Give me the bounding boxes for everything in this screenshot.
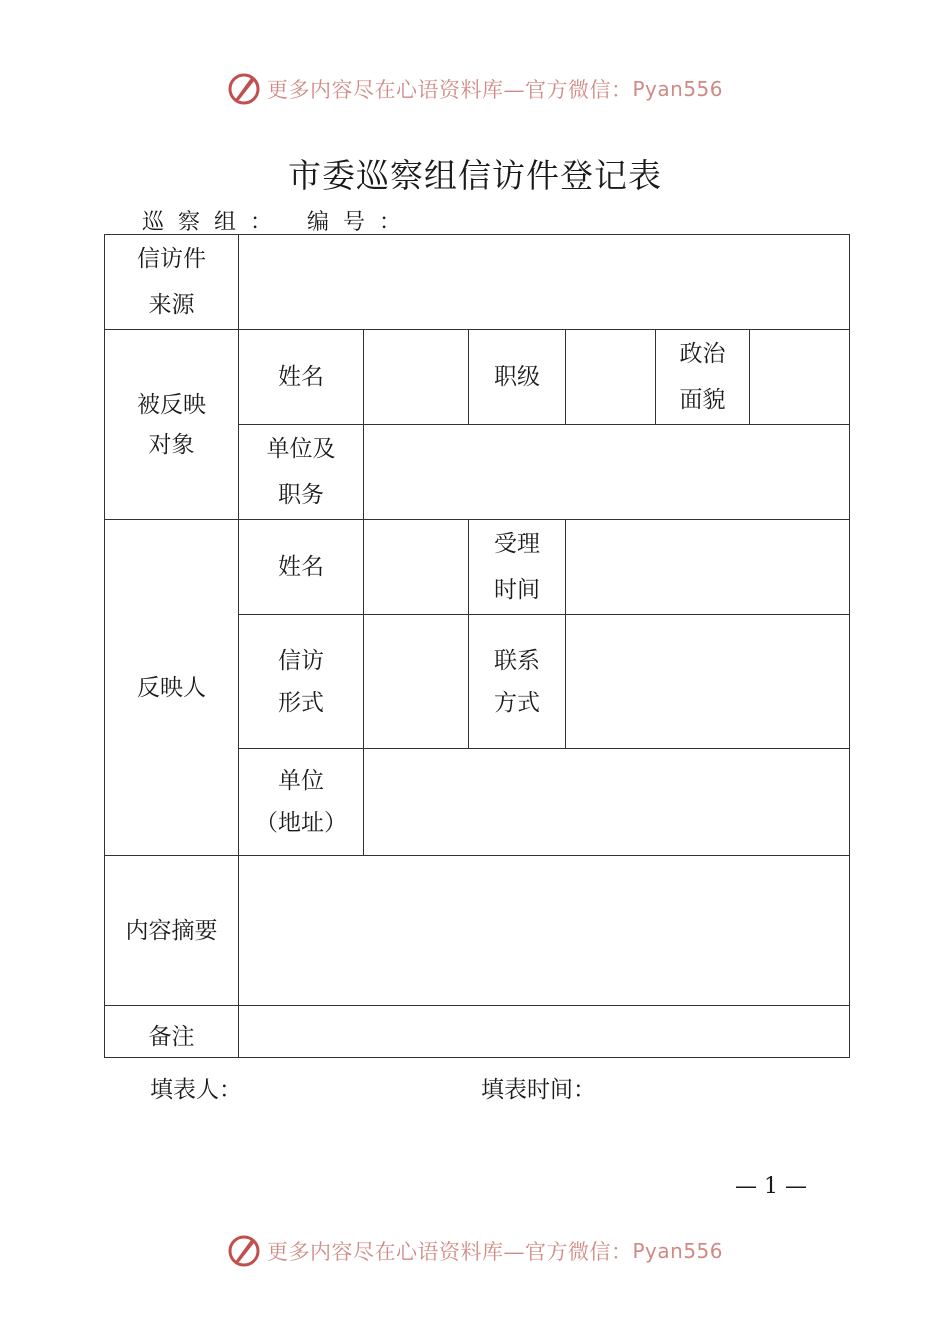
political-label-line2: 面貌 [679, 387, 726, 413]
reported-label-cell [105, 330, 239, 520]
petition-form-label-line1: 信访 [278, 647, 324, 674]
source-value-cell[interactable] [239, 235, 850, 330]
petition-form-label-line2: 形式 [278, 689, 324, 716]
bottom-watermark [0, 1234, 950, 1268]
accept-time-label-line2: 时间 [494, 577, 540, 603]
accept-time-label-cell [469, 520, 566, 615]
rank-value[interactable] [566, 330, 656, 425]
accept-time-label-line1: 受理 [494, 531, 540, 557]
contact-value[interactable] [566, 615, 850, 749]
reporter-name-value[interactable] [364, 520, 469, 615]
reported-label-line1: 被反映 [137, 391, 206, 418]
unit-address-label-line1: 单位 [278, 768, 324, 794]
source-label-line1: 信访件 [137, 246, 206, 272]
contact-label-line2: 方式 [494, 689, 540, 716]
unit-address-label-cell [239, 749, 364, 856]
quill-logo-icon [227, 72, 261, 106]
header-line [142, 205, 415, 236]
unit-position-label-line2: 职务 [278, 482, 324, 508]
political-value[interactable] [750, 330, 850, 425]
unit-address-value[interactable] [364, 749, 850, 856]
registration-form [104, 234, 850, 1058]
reporter-label: 反映人 [105, 520, 239, 856]
document-title: 市委巡察组信访件登记表 [288, 156, 662, 195]
watermark-wechat-id: Pyan556 [632, 1239, 723, 1263]
page-number: — 1 — [735, 1174, 807, 1199]
source-label-cell [105, 235, 239, 330]
unit-position-label-line1: 单位及 [266, 436, 336, 462]
accept-time-value[interactable] [566, 520, 850, 615]
reported-name-value[interactable] [364, 330, 469, 425]
unit-address-label-line2: （地址） [255, 810, 347, 836]
unit-position-value[interactable] [364, 425, 850, 520]
reported-label-line2: 对象 [148, 431, 195, 458]
political-label-line1: 政治 [679, 341, 726, 367]
petition-form-label-cell [239, 615, 364, 749]
quill-logo-icon [227, 1234, 261, 1268]
top-watermark [0, 72, 950, 106]
political-label-cell [656, 330, 750, 425]
number-label: 编号： [307, 210, 416, 235]
source-label-line2: 来源 [148, 292, 195, 318]
contact-label-cell [469, 615, 566, 749]
remark-label: 备注 [105, 1006, 239, 1058]
reporter-name-label: 姓名 [239, 520, 364, 615]
unit-position-label-cell [239, 425, 364, 520]
watermark-text: 更多内容尽在心语资料库—官方微信： [266, 1240, 633, 1264]
contact-label-line1: 联系 [494, 647, 540, 674]
reported-name-label: 姓名 [239, 330, 364, 425]
rank-label: 职级 [469, 330, 566, 425]
watermark-wechat-id: Pyan556 [632, 77, 723, 101]
remark-value[interactable] [239, 1006, 850, 1058]
fill-time-label: 填表时间： [481, 1077, 596, 1103]
petition-form-value[interactable] [364, 615, 469, 749]
group-label: 巡察组： [142, 210, 287, 235]
summary-label: 内容摘要 [105, 856, 239, 1006]
summary-value[interactable] [239, 856, 850, 1006]
watermark-text: 更多内容尽在心语资料库—官方微信： [266, 78, 633, 102]
filler-label: 填表人： [150, 1077, 242, 1103]
